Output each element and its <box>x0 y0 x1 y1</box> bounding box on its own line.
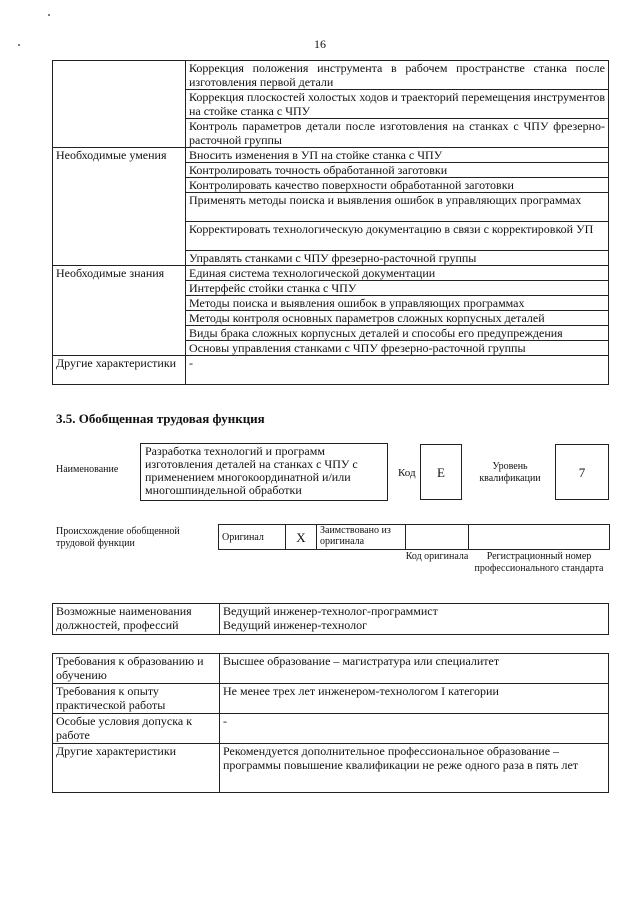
table-cell: Применять методы поиска и выявления ошибок в управляющих программах <box>186 193 609 222</box>
table-row <box>53 148 609 163</box>
table-row <box>53 61 609 90</box>
table-row <box>53 604 609 635</box>
borrowed-label: Заимствовано из оригинала <box>317 525 406 550</box>
name-label: Наименование <box>56 464 119 475</box>
group-label: Необходимые умения <box>53 148 186 266</box>
table-row <box>53 744 609 793</box>
table-cell: Основы управления станками с ЧПУ фрезерно-расточной группы <box>186 341 609 356</box>
group-label: Другие характеристики <box>53 356 186 385</box>
reg-number-label: Регистрационный номер профессионального стандарта <box>474 551 604 574</box>
table-row <box>53 356 609 385</box>
position-item: Ведущий инженер-технолог-программист <box>223 604 438 618</box>
skills-knowledge-table <box>52 60 609 385</box>
table-row <box>219 525 610 550</box>
table-cell: Контролировать точность обработанной заготовки <box>186 163 609 178</box>
origin-label: Происхождение обобщенной трудовой функции <box>56 526 180 549</box>
section-title: 3.5. Обобщенная трудовая функция <box>56 411 265 426</box>
requirement-label: Требования к образованию и обучению <box>53 654 220 684</box>
requirement-value: Не менее трех лет инженером-технологом I категории <box>220 684 609 714</box>
table-row <box>53 654 609 684</box>
table-cell: Коррекция положения инструмента в рабочем пространстве станка после изготовления первой детали <box>186 61 609 90</box>
table-cell: Единая система технологической документации <box>186 266 609 281</box>
table-cell: Коррекция плоскостей холостых ходов и траекторий перемещения инструментов на стойке станка с ЧПУ <box>186 90 609 119</box>
level-box: 7 <box>555 444 609 500</box>
requirements-table <box>52 653 609 793</box>
reg-number-cell <box>469 525 610 550</box>
function-name-box: Разработка технологий и программ изготовления деталей на станках с ЧПУ с применением многокоординатной и/или многошпиндельной обработки <box>140 443 388 501</box>
table-cell: Виды брака сложных корпусных деталей и способы его предупреждения <box>186 326 609 341</box>
positions-label: Возможные наименования должностей, профессий <box>53 604 220 635</box>
positions-values <box>220 604 609 635</box>
requirement-value: Рекомендуется дополнительное профессиональное образование – программы повышение квалификации не реже одного раза в пять лет <box>220 744 609 793</box>
table-row <box>53 714 609 744</box>
table-cell: Вносить изменения в УП на стойке станка с ЧПУ <box>186 148 609 163</box>
group-label <box>53 61 186 148</box>
table-cell: Интерфейс стойки станка с ЧПУ <box>186 281 609 296</box>
requirement-label: Другие характеристики <box>53 744 220 793</box>
scan-speck <box>48 14 50 16</box>
code-label: Код <box>398 467 416 479</box>
positions-table <box>52 603 609 635</box>
requirement-value: Высшее образование – магистратура или специалитет <box>220 654 609 684</box>
origin-code-label: Код оригинала <box>405 551 469 562</box>
original-label: Оригинал <box>219 525 286 550</box>
table-row <box>53 266 609 281</box>
table-row <box>53 684 609 714</box>
requirement-value: - <box>220 714 609 744</box>
position-item: Ведущий инженер-технолог <box>223 618 367 632</box>
original-mark: X <box>286 525 317 550</box>
level-label: Уровень квалификации <box>479 461 541 484</box>
origin-code-cell <box>406 525 469 550</box>
table-cell: - <box>186 356 609 385</box>
page-number: 16 <box>314 37 326 51</box>
table-cell: Корректировать технологическую документацию в связи с корректировкой УП <box>186 222 609 251</box>
code-box: E <box>420 444 462 500</box>
table-cell: Управлять станками с ЧПУ фрезерно-расточной группы <box>186 251 609 266</box>
origin-table <box>218 524 610 550</box>
table-cell: Методы контроля основных параметров сложных корпусных деталей <box>186 311 609 326</box>
table-cell: Контролировать качество поверхности обработанной заготовки <box>186 178 609 193</box>
table-cell: Методы поиска и выявления ошибок в управляющих программах <box>186 296 609 311</box>
requirement-label: Особые условия допуска к работе <box>53 714 220 744</box>
requirement-label: Требования к опыту практической работы <box>53 684 220 714</box>
table-cell: Контроль параметров детали после изготовления на станках с ЧПУ фрезерно-расточной группы <box>186 119 609 148</box>
group-label: Необходимые знания <box>53 266 186 356</box>
